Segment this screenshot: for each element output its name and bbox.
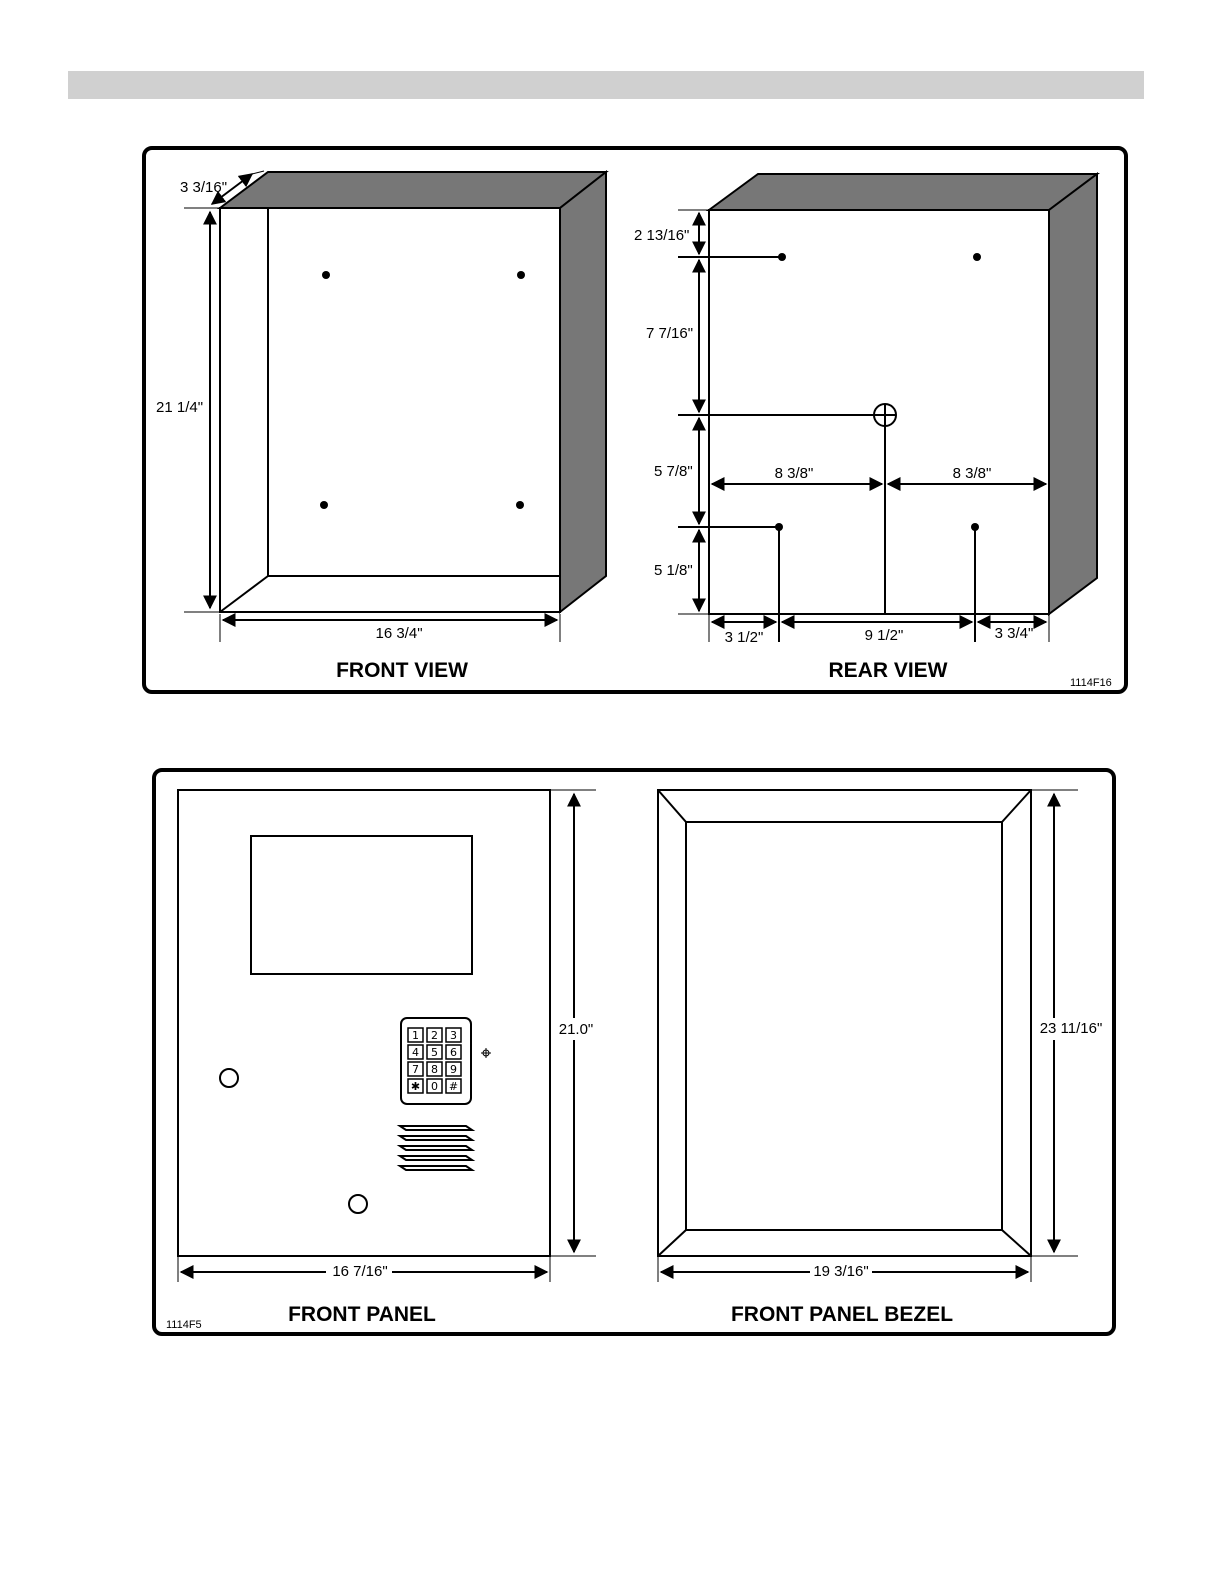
front-panel-width-label: 16 7/16" (332, 1263, 388, 1280)
keypad-key-label: 0 (431, 1080, 438, 1093)
bezel-height-label: 23 11/16" (1039, 1020, 1103, 1037)
mounting-hole (320, 501, 328, 509)
header-bar (68, 71, 1144, 99)
keypad-key-label: 7 (412, 1063, 419, 1076)
figure-1-code: 1114F16 (1070, 677, 1112, 689)
bezel-width-label: 19 3/16" (813, 1263, 869, 1280)
rear-dim-label-1: 2 13/16" (634, 227, 690, 244)
keypad-key-label: ✱ (410, 1080, 421, 1093)
rear-view-title: REAR VIEW (828, 659, 948, 682)
front-view-depth-label: 3 3/16" (180, 179, 228, 196)
front-panel-height-label: 21.0" (558, 1021, 594, 1038)
front-view-box (220, 172, 606, 612)
front-panel-bezel-title: FRONT PANEL BEZEL (730, 1303, 954, 1326)
mounting-hole (516, 501, 524, 509)
rear-dim-label-8: 9 1/2" (864, 627, 904, 644)
mounting-hole (322, 271, 330, 279)
rear-dim-label-2: 7 7/16" (646, 325, 694, 342)
rear-dim-label-5: 8 3/8" (774, 465, 814, 482)
front-panel-title: FRONT PANEL (288, 1303, 436, 1326)
keypad (401, 1018, 471, 1104)
rear-dim-label-4: 5 1/8" (654, 562, 693, 579)
display-window (251, 836, 472, 974)
mounting-hole (973, 253, 981, 261)
keypad-key-label: # (448, 1080, 459, 1093)
mounting-hole (517, 271, 525, 279)
keypad-key-label: 5 (431, 1046, 438, 1059)
rear-dim-label-6: 8 3/8" (952, 465, 992, 482)
panel-hole-bottom (349, 1195, 367, 1213)
figure-enclosure-dimensions (140, 144, 1130, 696)
front-view-height-label: 21 1/4" (156, 399, 204, 416)
keypad-key-label: 8 (431, 1063, 438, 1076)
center-target-icon (874, 404, 896, 426)
figure-front-panel-dimensions (150, 766, 1118, 1338)
keypad-key-label: 3 (450, 1029, 457, 1042)
rear-dim-label-3: 5 7/8" (654, 463, 693, 480)
figure-2-code: 1114F5 (166, 1319, 202, 1331)
front-view-title: FRONT VIEW (336, 659, 468, 682)
keypad-key-label: 1 (412, 1029, 419, 1042)
rear-dim-label-9: 3 3/4" (994, 625, 1034, 642)
rear-view-box (709, 174, 1097, 614)
keypad-key-label: 4 (412, 1046, 419, 1059)
panel-hole-left (220, 1069, 238, 1087)
keypad-key-label: 6 (450, 1046, 457, 1059)
bezel-frame (658, 790, 1031, 1256)
front-view-width-label: 16 3/4" (375, 625, 423, 642)
rear-dim-label-7: 3 1/2" (724, 629, 764, 646)
keypad-key-label: 2 (431, 1029, 438, 1042)
keypad-key-label: 9 (450, 1063, 457, 1076)
